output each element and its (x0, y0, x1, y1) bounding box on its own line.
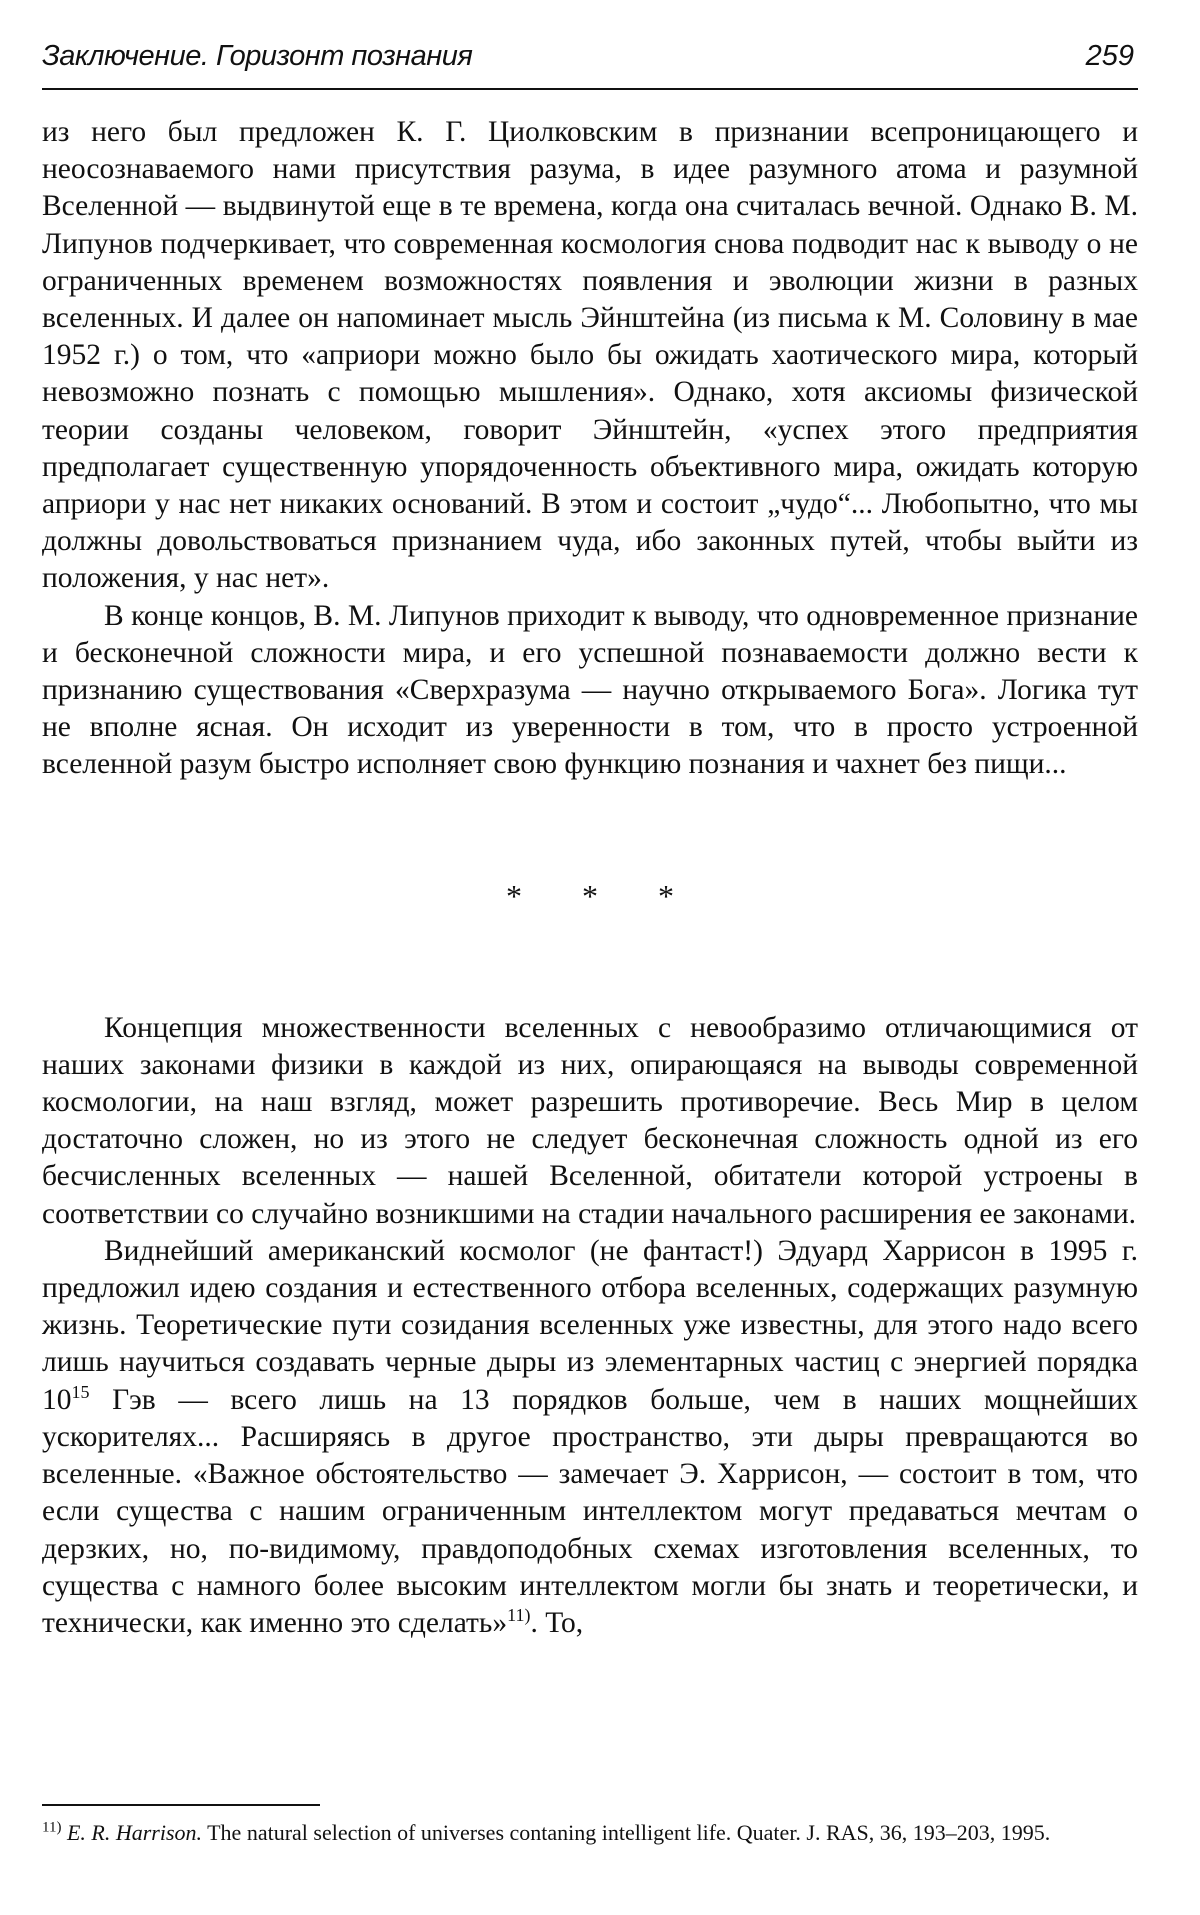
paragraph-continued: из него был предложен К. Г. Циолковским в признании всепроницающего и неосознаваемого нами присутствия разума, в идее разумного атома и разумной Вселенной — выдвинутой еще в те времена, когда она считалась вечной. Однако В. М. Липунов подчеркивает, что современная космология снова подводит нас к выводу о не ограниченных временем возможностях появления и эволюции жизни в разных вселенных. И далее он напоминает мысль Эйнштейна (из письма к М. Соловину в мае 1952 г.) о том, что «априори можно было бы ожидать хаотического мира, который невозможно познать с помощью мышления». Однако, хотя аксиомы физической теории созданы человеком, говорит Эйнштейн, «успех этого предприятия предполагает существенную упорядоченность объективного мира, ожидать которую априори у нас нет никаких оснований. В этом и состоит „чудо“... Любопытно, что мы должны довольствоваться признанием чуда, ибо законных путей, чтобы выйти из положения, у нас нет». (42, 116, 1138, 595)
paragraph (42, 1233, 1138, 1642)
footnote-separator (42, 1804, 320, 1806)
paragraph: Концепция множественности вселенных с невообразимо отличающимися от наших законами физики в каждой из них, опирающаяся на выводы современной космологии, на наш взгляд, может разрешить противоречие. Весь Мир в целом достаточно сложен, но из этого не следует бесконечная сложность одной из его бесчисленных вселенных — нашей Вселенной, обитатели которой устроены в соответствии со случайно возникшими на стадии начального расширения ее законами. (42, 1011, 1138, 1230)
paragraph-text: Виднейший американский космолог (не фантаст!) Эдуард Харрисон в 1995 г. предложил идею создания и естественного отбора вселенных, содержащих разумную жизнь. Теоретические пути созидания вселенных уже известны, для этого надо всего лишь научиться создавать черные дыры из элементарных частиц с энергией порядка 10 (42, 1234, 1138, 1416)
main-text (42, 114, 1138, 1642)
footnote-author: E. R. Harrison. (66, 1820, 203, 1845)
running-title: Заключение. Горизонт познания (42, 40, 473, 72)
footnote-text: The natural selection of universes contaning intelligent life. Quater. J. RAS, 36, 193–203, 1995. (202, 1820, 1051, 1845)
running-header (42, 38, 1138, 90)
footnote-reference: 11) (507, 1605, 531, 1626)
footnote-marker: 11) (42, 1819, 62, 1836)
paragraph: В конце концов, В. М. Липунов приходит к выводу, что одновременное признание и бесконечной сложности мира, и его успешной познаваемости должно вести к признанию существования «Сверхразума — научно открываемого Бога». Логика тут не вполне ясная. Он исходит из уверенности в том, что в просто устроенной вселенной разум быстро исполняет свою функцию познания и чахнет без пищи... (42, 599, 1138, 781)
paragraph-text: . То, (530, 1606, 584, 1639)
exponent: 15 (71, 1381, 90, 1402)
page-number: 259 (1085, 40, 1134, 72)
footnote (42, 1818, 1138, 1848)
section-divider: * * * (506, 878, 700, 915)
paragraph-text: Гэв — всего лишь на 13 порядков больше, чем в наших мощнейших ускорителях... Расширяясь в другое пространство, эти дыры превращаются во вселенные. «Важное обстоятельство — замечает Э. Харрисон, — состоит в том, что если существа с нашим ограниченным интеллектом могут предаваться мечтам о дерзких, но, по-видимому, правдоподобных схемах изготовления вселенных, то существа с намного более высоким интеллектом могли бы знать и теоретически, и технически, как именно это сделать» (42, 1383, 1138, 1639)
